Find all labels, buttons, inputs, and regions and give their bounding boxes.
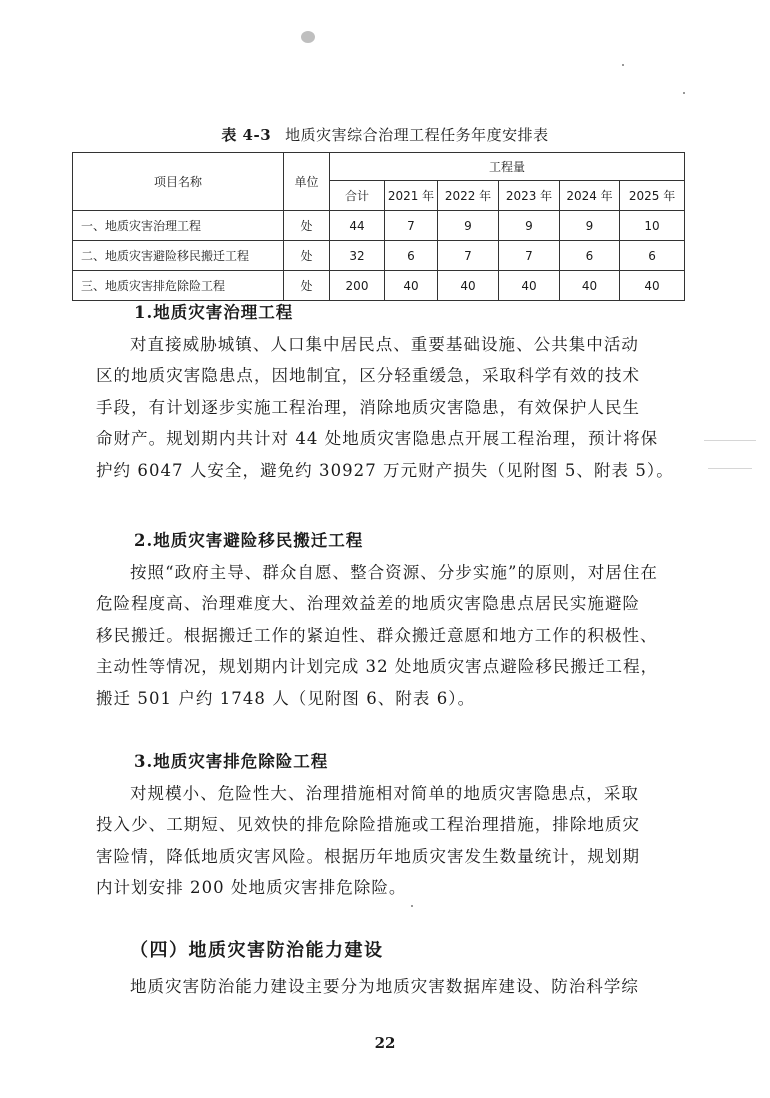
row-year-value: 6 bbox=[385, 241, 438, 271]
body-line: 危险程度高、治理难度大、治理效益差的地质灾害隐患点居民实施避险 bbox=[96, 594, 641, 613]
row-year-value: 40 bbox=[385, 271, 438, 301]
body-line: 内计划安排 200 处地质灾害排危除险。 bbox=[96, 878, 407, 897]
row-year-value: 40 bbox=[499, 271, 560, 301]
row-year-value: 40 bbox=[560, 271, 620, 301]
body-line: 对直接威胁城镇、人口集中居民点、重要基础设施、公共集中活动 bbox=[130, 334, 639, 354]
row-name: 一、地质灾害治理工程 bbox=[73, 211, 284, 241]
bleed-through-mark bbox=[704, 440, 756, 441]
table-row bbox=[73, 241, 685, 271]
section-4-heading: （四）地质灾害防治能力建设 bbox=[130, 940, 384, 961]
header-total: 合计 bbox=[330, 181, 385, 211]
body-line: 命财产。规划期内共计对 44 处地质灾害隐患点开展工程治理，预计将保 bbox=[96, 429, 659, 448]
header-year: 2025 年 bbox=[620, 181, 685, 211]
row-unit: 处 bbox=[284, 211, 330, 241]
page-number: 22 bbox=[374, 1034, 396, 1052]
header-year: 2023 年 bbox=[499, 181, 560, 211]
body-line: 害险情，降低地质灾害风险。根据历年地质灾害发生数量统计，规划期 bbox=[96, 846, 641, 866]
task-schedule-table bbox=[72, 152, 685, 301]
scan-speck bbox=[622, 64, 624, 66]
body-line: 区的地质灾害隐患点，因地制宜，区分轻重缓急，采取科学有效的技术 bbox=[96, 366, 641, 385]
header-unit: 单位 bbox=[284, 153, 330, 211]
body-line: 按照“政府主导、群众自愿、整合资源、分步实施”的原则，对居住在 bbox=[130, 562, 658, 582]
row-year-value: 40 bbox=[438, 271, 499, 301]
section-3 bbox=[96, 746, 696, 904]
table-row bbox=[73, 211, 685, 241]
table-caption-text: 地质灾害综合治理工程任务年度安排表 bbox=[285, 126, 549, 144]
bleed-through-mark bbox=[708, 468, 752, 469]
row-year-value: 9 bbox=[499, 211, 560, 241]
row-year-value: 6 bbox=[560, 241, 620, 271]
body-line: 地质灾害防治能力建设主要分为地质灾害数据库建设、防治科学综 bbox=[130, 977, 639, 996]
table-caption bbox=[0, 124, 770, 145]
header-year: 2024 年 bbox=[560, 181, 620, 211]
header-year: 2021 年 bbox=[385, 181, 438, 211]
section-4-body bbox=[96, 971, 696, 1003]
row-year-value: 40 bbox=[620, 271, 685, 301]
body-line: 搬迁 501 户约 1748 人（见附图 6、附表 6）。 bbox=[96, 688, 476, 708]
row-year-value: 7 bbox=[385, 211, 438, 241]
header-volume: 工程量 bbox=[330, 153, 685, 181]
row-unit: 处 bbox=[284, 271, 330, 301]
scan-smudge bbox=[301, 31, 315, 43]
scan-speck bbox=[411, 905, 413, 907]
row-year-value: 7 bbox=[499, 241, 560, 271]
body-line: 手段，有计划逐步实施工程治理，消除地质灾害隐患，有效保护人民生 bbox=[96, 397, 641, 417]
row-year-value: 7 bbox=[438, 241, 499, 271]
section-heading: 3.地质灾害排危除险工程 bbox=[134, 752, 329, 771]
row-total: 200 bbox=[330, 271, 385, 301]
header-item-name: 项目名称 bbox=[73, 153, 284, 211]
row-name: 三、地质灾害排危除险工程 bbox=[73, 271, 284, 301]
section-heading: 2.地质灾害避险移民搬迁工程 bbox=[134, 531, 364, 550]
scan-speck bbox=[683, 92, 685, 94]
body-line: 投入少、工期短、见效快的排危除险措施或工程治理措施，排除地质灾 bbox=[96, 815, 641, 834]
section-heading: 1.地质灾害治理工程 bbox=[134, 303, 294, 322]
table-row bbox=[73, 271, 685, 301]
body-line: 对规模小、危险性大、治理措施相对简单的地质灾害隐患点，采取 bbox=[130, 783, 639, 803]
header-year: 2022 年 bbox=[438, 181, 499, 211]
row-year-value: 9 bbox=[560, 211, 620, 241]
row-year-value: 9 bbox=[438, 211, 499, 241]
row-year-value: 6 bbox=[620, 241, 685, 271]
row-total: 32 bbox=[330, 241, 385, 271]
row-name: 二、地质灾害避险移民搬迁工程 bbox=[73, 241, 284, 271]
body-line: 主动性等情况，规划期内计划完成 32 处地质灾害点避险移民搬迁工程， bbox=[96, 657, 659, 676]
body-line: 移民搬迁。根据搬迁工作的紧迫性、群众搬迁意愿和地方工作的积极性、 bbox=[96, 625, 658, 645]
row-total: 44 bbox=[330, 211, 385, 241]
table-number: 表 4-3 bbox=[221, 126, 272, 144]
section-1 bbox=[96, 297, 696, 486]
row-unit: 处 bbox=[284, 241, 330, 271]
row-year-value: 10 bbox=[620, 211, 685, 241]
section-2 bbox=[96, 525, 696, 714]
body-line: 护约 6047 人安全，避免约 30927 万元财产损失（见附图 5、附表 5）。 bbox=[96, 460, 674, 480]
